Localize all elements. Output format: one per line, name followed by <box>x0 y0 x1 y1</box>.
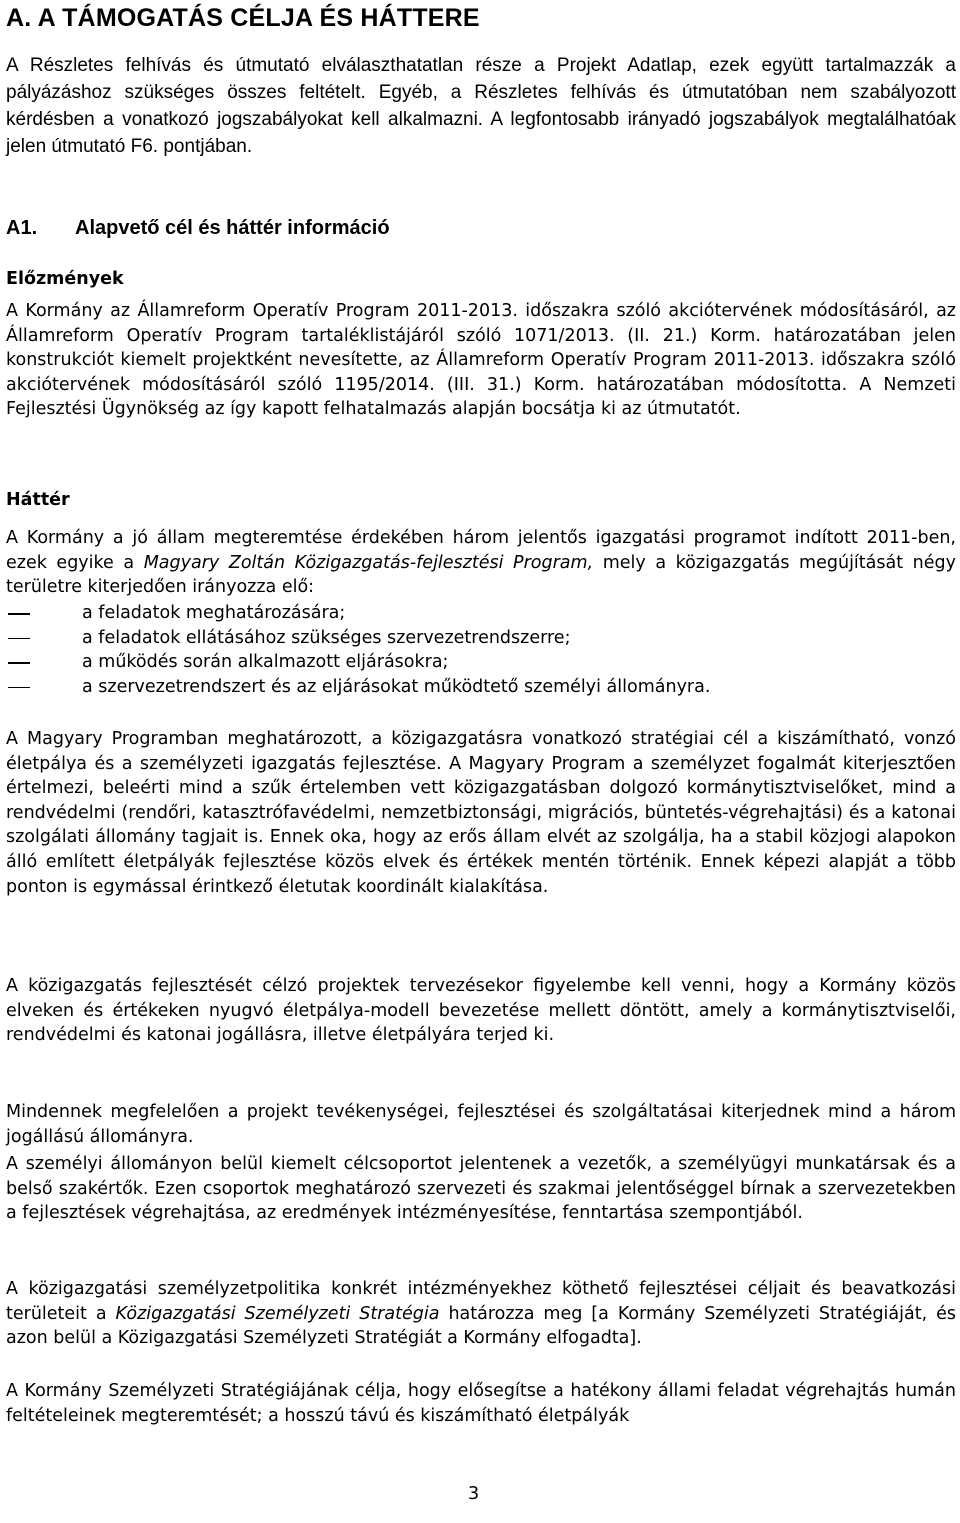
dash-bullet-icon <box>8 613 30 615</box>
program-name-italic: Magyary Zoltán Közigazgatás-fejlesztési Program, <box>143 552 594 573</box>
list-item-text: a szervezetrendszert és az eljárásokat működtető személyi állományra. <box>82 676 711 697</box>
hatter-paragraph-1 <box>6 526 956 600</box>
page-number: 3 <box>468 1484 480 1504</box>
dash-bullet-icon <box>8 687 30 689</box>
list-item <box>6 675 956 700</box>
section-heading <box>6 217 390 240</box>
list-item-text: a feladatok ellátásához szükséges szervezetrendszerre; <box>82 627 571 648</box>
hatter-paragraph-5: A személyi állományon belül kiemelt célcsoportot jelentenek a vezetők, a személyügyi munkatársak és a belső szakértők. Ezen csoportok meghatározó szervezeti és szakmai jelentőséggel bírnak a szervezetekben a fejlesztések végrehajtása, az eredmények intézményesítése, fenntartása szempontjából. <box>6 1154 956 1224</box>
hatter-p1-text: A Kormány a jó állam megteremtése érdekében három jelentős igazgatási programot indított 2011-ben, ezek egyike a <box>6 528 956 573</box>
subheading-elozmenyek: Előzmények <box>6 269 124 289</box>
hatter-paragraph-3: A közigazgatás fejlesztését célzó projektek tervezésekor figyelembe kell venni, hogy a Kormány közös elveken és értékeken nyugvó életpálya-modell bevezetése mellett döntött, amely a kormánytisztviselői, rendvédelmi és katonai jogállásra, illetve életpályára terjed ki. <box>6 976 956 1046</box>
list-item-text: a feladatok meghatározására; <box>82 603 346 623</box>
section-title: Alapvető cél és háttér információ <box>75 217 390 239</box>
list-item <box>6 626 956 651</box>
list-item <box>6 650 956 675</box>
intro-paragraph: A Részletes felhívás és útmutató elválaszthatatlan része a Projekt Adatlap, ezek együtt tartalmazzák a pályázáshoz szükséges összes feltételt. Egyéb, a Részletes felhívás és útmutatóban nem szabályozott kérdésben a vonatkozó jogszabályokat kell alkalmazni. A legfontosabb irányadó jogszabályok megtalálhatóak jelen útmutató F6. pontjában. <box>6 55 956 157</box>
subheading-hatter: Háttér <box>6 490 70 510</box>
hatter-paragraph-7: A Kormány Személyzeti Stratégiájának célja, hogy elősegítse a hatékony állami feladat végrehajtás humán feltételeinek megteremtését; a hosszú távú és kiszámítható életpályák <box>6 1381 956 1426</box>
hatter-paragraph-2: A Magyary Programban meghatározott, a közigazgatásra vonatkozó stratégiai cél a kiszámítható, vonzó életpálya és a személyzeti igazgatás fejlesztése. A Magyary Program a személyzet fogalmát kiterjesztően értelmezi, beleérti mind a szűk értelemben vett közigazgatásban dolgozó kormánytisztviselőket, mind a rendvédelmi (rendőri, katasztrófavédelmi, nemzetbiztonsági, migrációs, büntetés-végrehajtási) és a katonai szolgálati állomány tagjait is. Ennek oka, hogy az erős állam elvét az szolgálja, ha a stabil közjogi alapokon álló említett életpályák fejlesztése közös elvek és értékek mentén történik. Ennek képezi alapját a több ponton is egymással érintkező életutak koordinált kialakítása. <box>6 729 956 897</box>
dash-list <box>6 601 956 699</box>
dash-bullet-icon <box>8 638 30 640</box>
dash-bullet-icon <box>8 662 30 664</box>
hatter-paragraph-6 <box>6 1277 956 1351</box>
section-number: A1. <box>6 217 38 239</box>
page-title: A. A TÁMOGATÁS CÉLJA ÉS HÁTTERE <box>6 4 480 32</box>
strategy-name-italic: Közigazgatási Személyzeti Stratégia <box>115 1303 440 1324</box>
list-item-text: a működés során alkalmazott eljárásokra; <box>82 652 449 673</box>
hatter-p6-text: A közigazgatási személyzetpolitika konkrét intézményekhez köthető fejlesztései céljait és beavatkozási területeit a <box>6 1279 956 1324</box>
elozmenyek-paragraph: A Kormány az Államreform Operatív Program 2011-2013. időszakra szóló akciótervének módosításáról, az Államreform Operatív Program tartaléklistájáról szóló 1071/2013. (II. 21.) Korm. határozatában jelen konstrukciót kiemelt projektként nevesítette, az Államreform Operatív Program 2011-2013. időszakra szóló akciótervének módosításáról szóló 1195/2014. (III. 31.) Korm. határozatában módosította. A Nemzeti Fejlesztési Ügynökség az így kapott felhatalmazás alapján bocsátja ki az útmutatót. <box>6 301 956 420</box>
hatter-paragraph-4: Mindennek megfelelően a projekt tevékenységei, fejlesztései és szolgáltatásai kiterjednek mind a három jogállású állományra. <box>6 1102 956 1147</box>
hatter-p6-continuation: határozza meg [a Kormány Személyzeti Stratégiáját, és azon belül a Közigazgatási Személyzeti Stratégiát a Kormány elfogadta]. <box>6 1303 956 1349</box>
hatter-p1-continuation: mely a közigazgatás megújítását négy területre kiterjedően irányozza elő: <box>6 552 956 598</box>
list-item <box>6 601 956 626</box>
